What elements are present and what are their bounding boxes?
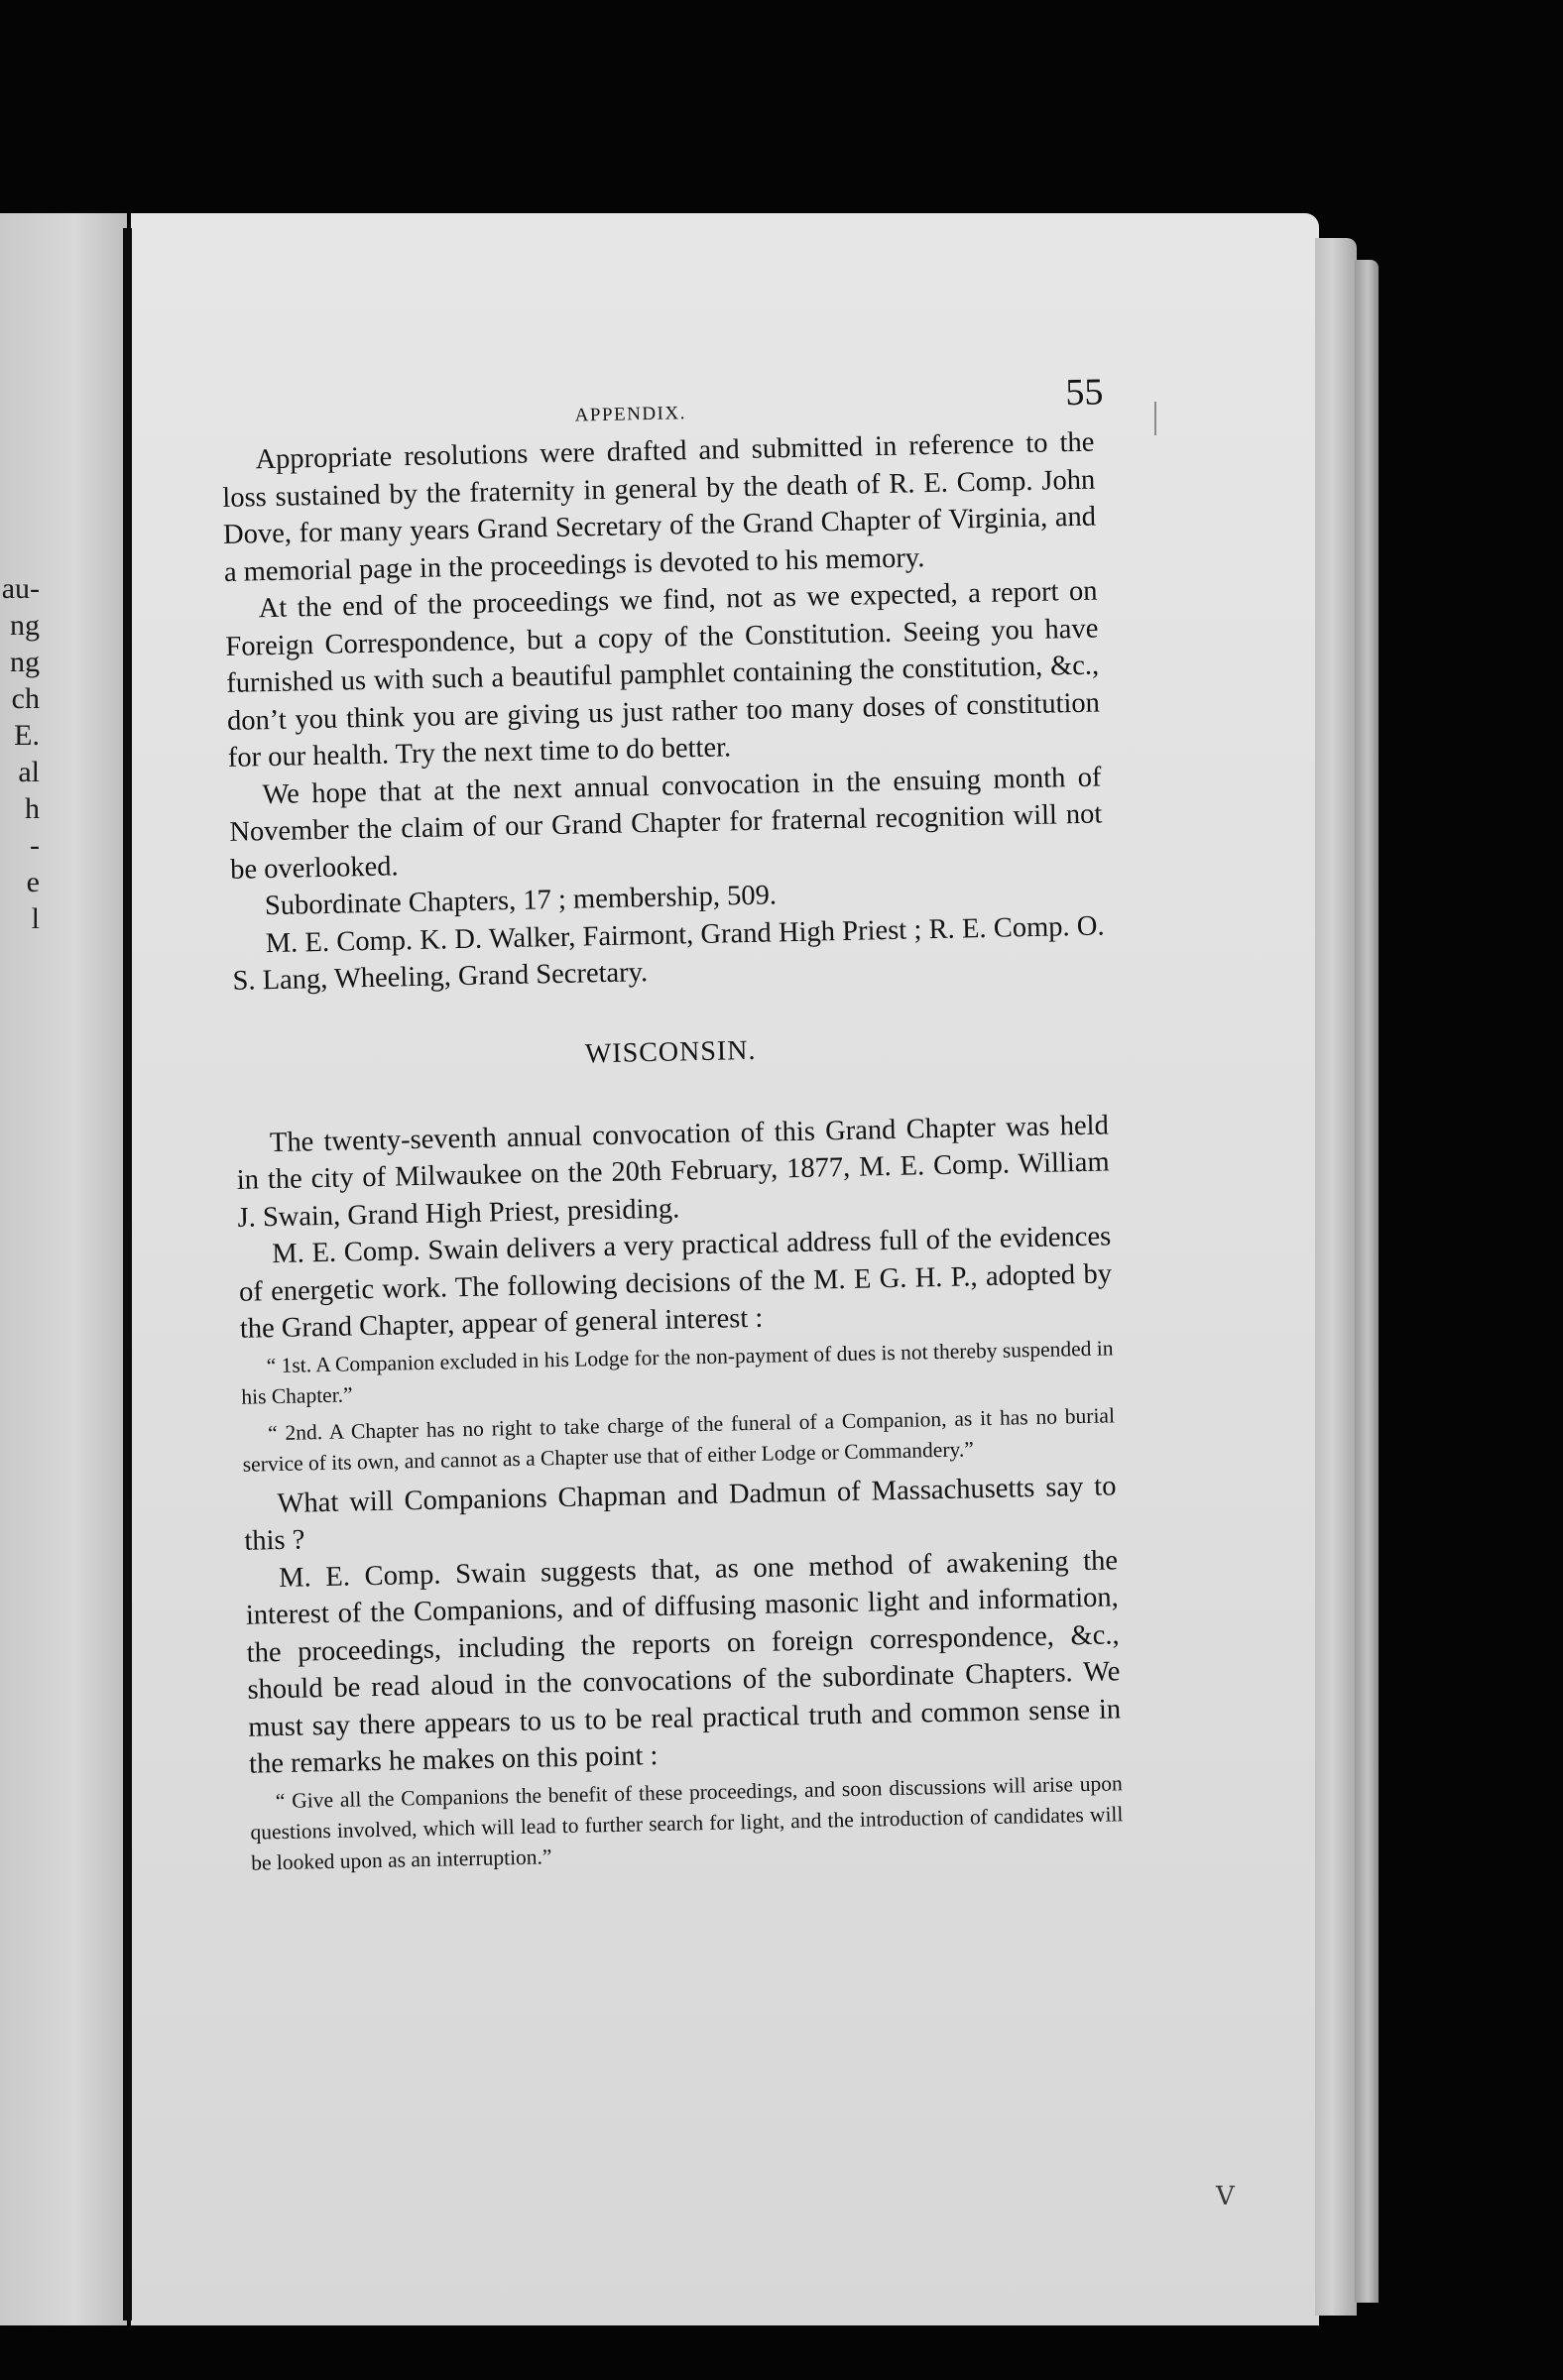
paragraph: The twenty-seventh annual convocation of this Grand Chapter was held in the city of Milwaukee on the 20th February, 1877, M. E. Comp. William J. Swain, Grand High Priest, presiding. (236, 1109, 1110, 1234)
paragraph: At the end of the proceedings we find, not as we expected, a report on Foreign Correspondence, but a copy of the Constitution. Seeing you have furnished us with such a beautiful pamphlet containing the constitution, &c., don’t you think you are giving us just rather too many doses of constitution for our health. Try the next time to do better. (225, 575, 1101, 774)
previous-page-text-fragments (0, 570, 40, 937)
paragraph: M. E. Comp. Swain suggests that, as one method of awakening the interest of the Companions, and of diffusing masonic light and information, the proceedings, including the reports on foreign correspondence, &c., should be read aloud in the convocations of the subordinate Chapters. We must say there appears to us to be real practical truth and common sense in the remarks he makes on this point : (245, 1544, 1122, 1780)
previous-page-edge (0, 213, 127, 2325)
running-title: APPENDIX. (574, 403, 687, 426)
page-number: 55 (1064, 371, 1104, 415)
fragment: ng (10, 646, 40, 678)
fragment: au- (1, 572, 40, 605)
section-heading: WISCONSIN. (584, 1034, 757, 1069)
paragraph: M. E. Comp. Swain delivers a very practical address full of the evidences of energetic work. The following decisions of the M. E G. H. P., adopted by the Grand Chapter, appear of general interest : (238, 1221, 1113, 1345)
fragment: al (18, 756, 40, 788)
pencil-mark: V (1216, 2182, 1235, 2211)
page-text (220, 369, 1124, 1885)
paragraph: What will Companions Chapman and Dadmun of Massachusetts say to this ? (244, 1470, 1117, 1557)
fragment: E. (14, 719, 40, 752)
block-quote: “ 2nd. A Chapter has no right to take charge of the funeral of a Companion, as it has no burial service of its own, and cannot as a Chapter use that of either Lodge or Commandery.” (242, 1402, 1116, 1477)
fragment: - (30, 829, 40, 862)
block-quote: “ Give all the Companions the benefit of these proceedings, and soon discussions will arise upon questions involved, which will lead to further search for light, and the introduction of candidates will be looked upon as an interruption.” (250, 1770, 1124, 1875)
paragraph: Subordinate Chapters, 17 ; membership, 509. (264, 880, 778, 922)
page-stack-edge-outer (1355, 260, 1379, 2303)
fragment: ng (10, 609, 40, 642)
fragment: e (26, 866, 40, 898)
fragment: ch (11, 682, 40, 715)
fragment: l (31, 902, 40, 935)
paragraph: Appropriate resolutions were drafted and submitted in reference to the loss sustained by the fraternity in general by the death of R. E. Comp. John Dove, for many years Grand Secretary of the Grand Chapter of Virginia, and a memorial page in the proceedings is devoted to his memory. (222, 426, 1097, 588)
paragraph: M. E. Comp. K. D. Walker, Fairmont, Grand High Priest ; R. E. Comp. O. S. Lang, Wheeling, Grand Secretary. (232, 909, 1105, 997)
fragment: h (25, 792, 40, 825)
block-quote: “ 1st. A Companion excluded in his Lodge for the non-payment of dues is not thereby suspended in his Chapter.” (241, 1335, 1114, 1409)
margin-tick (1154, 402, 1156, 435)
page-stack-edge (1315, 238, 1357, 2316)
paragraph: We hope that at the next annual convocation in the ensuing month of November the claim of our Grand Chapter for fraternal recognition will not be overlooked. (229, 761, 1103, 886)
binding-gutter (123, 228, 132, 2320)
